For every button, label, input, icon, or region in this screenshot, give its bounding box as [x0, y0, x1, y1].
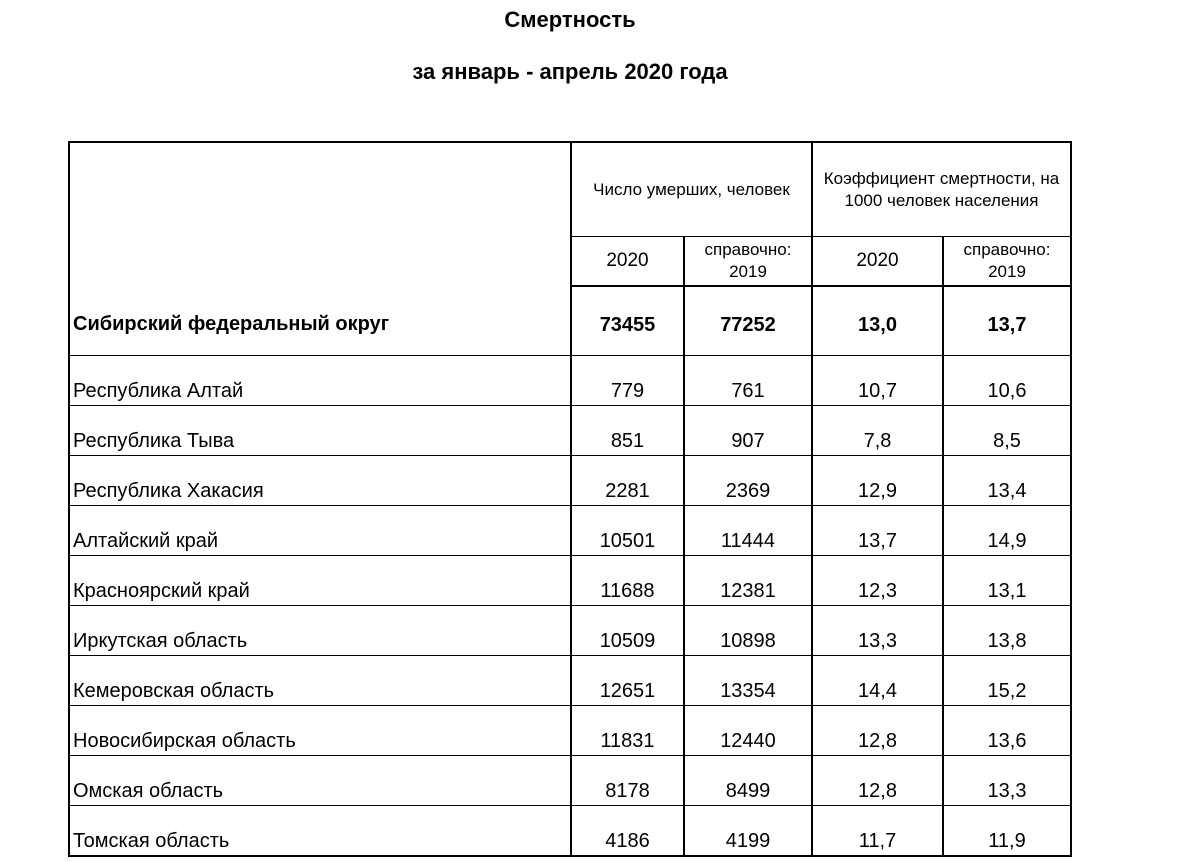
rate-2020-cell: 12,9 [812, 456, 943, 506]
deaths-2020-cell: 4186 [571, 806, 684, 857]
header-mortality-rate: Коэффициент смертности, на 1000 человек населения [812, 142, 1071, 237]
deaths-2019-cell: 13354 [684, 656, 812, 706]
deaths-2019-cell: 8499 [684, 756, 812, 806]
subheader-deaths-2019: справочно: 2019 [684, 237, 812, 287]
deaths-2020-cell: 10509 [571, 606, 684, 656]
deaths-2020-cell: 779 [571, 356, 684, 406]
mortality-table [68, 141, 1072, 857]
deaths-2020-cell: 12651 [571, 656, 684, 706]
rate-2019-cell: 15,2 [943, 656, 1071, 706]
region-name-cell: Сибирский федеральный округ [69, 286, 571, 356]
deaths-2019-cell: 11444 [684, 506, 812, 556]
table-row [69, 756, 1071, 806]
rate-2020-cell: 7,8 [812, 406, 943, 456]
table-header-row [69, 142, 1071, 237]
table-row-total [69, 286, 1071, 356]
deaths-2020-cell: 11688 [571, 556, 684, 606]
deaths-2019-cell: 77252 [684, 286, 812, 356]
rate-2020-cell: 12,3 [812, 556, 943, 606]
deaths-2019-cell: 12381 [684, 556, 812, 606]
deaths-2019-cell: 2369 [684, 456, 812, 506]
rate-2020-cell: 13,7 [812, 506, 943, 556]
table-row [69, 556, 1071, 606]
rate-2020-cell: 11,7 [812, 806, 943, 857]
deaths-2020-cell: 11831 [571, 706, 684, 756]
rate-2019-cell: 14,9 [943, 506, 1071, 556]
table-row [69, 406, 1071, 456]
rate-2019-cell: 13,1 [943, 556, 1071, 606]
rate-2019-cell: 13,8 [943, 606, 1071, 656]
deaths-2019-cell: 761 [684, 356, 812, 406]
region-name-cell: Красноярский край [69, 556, 571, 606]
deaths-2019-cell: 12440 [684, 706, 812, 756]
deaths-2019-cell: 907 [684, 406, 812, 456]
table-row [69, 706, 1071, 756]
region-name-cell: Республика Тыва [69, 406, 571, 456]
rate-2019-cell: 11,9 [943, 806, 1071, 857]
table-row [69, 606, 1071, 656]
rate-2020-cell: 12,8 [812, 756, 943, 806]
rate-2019-cell: 8,5 [943, 406, 1071, 456]
region-name-cell: Омская область [69, 756, 571, 806]
subheader-rate-2020: 2020 [812, 237, 943, 287]
region-name-cell: Алтайский край [69, 506, 571, 556]
deaths-2020-cell: 851 [571, 406, 684, 456]
table-row [69, 806, 1071, 857]
deaths-2019-cell: 10898 [684, 606, 812, 656]
region-name-cell: Республика Алтай [69, 356, 571, 406]
rate-2020-cell: 13,0 [812, 286, 943, 356]
rate-2019-cell: 13,7 [943, 286, 1071, 356]
rate-2019-cell: 13,3 [943, 756, 1071, 806]
deaths-2019-cell: 4199 [684, 806, 812, 857]
region-name-cell: Иркутская область [69, 606, 571, 656]
rate-2020-cell: 14,4 [812, 656, 943, 706]
deaths-2020-cell: 8178 [571, 756, 684, 806]
header-deaths-count: Число умерших, человек [571, 142, 812, 237]
table-row [69, 506, 1071, 556]
table-row [69, 656, 1071, 706]
deaths-2020-cell: 2281 [571, 456, 684, 506]
header-corner-cell [69, 142, 571, 286]
subheader-rate-2019: справочно: 2019 [943, 237, 1071, 287]
table-row [69, 356, 1071, 406]
region-name-cell: Томская область [69, 806, 571, 857]
rate-2019-cell: 13,6 [943, 706, 1071, 756]
rate-2020-cell: 10,7 [812, 356, 943, 406]
subheader-deaths-2020: 2020 [571, 237, 684, 287]
rate-2020-cell: 12,8 [812, 706, 943, 756]
deaths-2020-cell: 73455 [571, 286, 684, 356]
document-title: Смертность [504, 7, 636, 32]
table-row [69, 456, 1071, 506]
deaths-2020-cell: 10501 [571, 506, 684, 556]
rate-2020-cell: 13,3 [812, 606, 943, 656]
rate-2019-cell: 13,4 [943, 456, 1071, 506]
table-body [69, 286, 1071, 856]
rate-2019-cell: 10,6 [943, 356, 1071, 406]
region-name-cell: Республика Хакасия [69, 456, 571, 506]
region-name-cell: Новосибирская область [69, 706, 571, 756]
document-subtitle: за январь - апрель 2020 года [412, 59, 728, 84]
region-name-cell: Кемеровская область [69, 656, 571, 706]
